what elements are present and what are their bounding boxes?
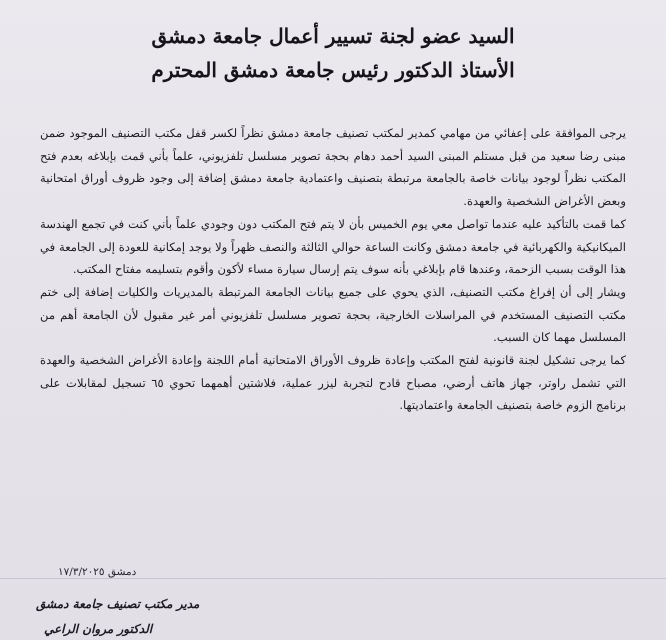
addressee-line-1: السيد عضو لجنة تسيير أعمال جامعة دمشق — [151, 24, 515, 48]
body-paragraph-3: ويشار إلى أن إفراغ مكتب التصنيف، الذي يحوي على جميع بيانات الجامعة المرتبطة بالمديريات والكليات إضافة إلى ختم مكتب التصنيف المستخدم في المراسلات الخارجية، بحجة تصوير مسلسل تلفزيوني أمر غير مقبول لأن الجامعة أهم من المسلسل مهما كان السبب. — [40, 284, 626, 345]
body-paragraph-4: كما يرجى تشكيل لجنة قانونية لفتح المكتب وإعادة ظروف الأوراق الامتحانية أمام اللجنة وإعادة الأغراض الشخصية والعهدة التي تشمل راوتر، جهاز هاتف أرضي، مصباح قادح لتجربة ليزر عملية، فلاشتين أهمهما تحوي ٦٥ تسجيل لمقابلات على برنامج الزوم خاصة بتصنيف الجامعة واعتماديتها. — [40, 353, 626, 413]
paper-fold-line — [0, 578, 666, 579]
signature-name: الدكتور مروان الراعي — [44, 622, 153, 636]
letter-body — [40, 122, 626, 417]
addressee-line-2: الأستاذ الدكتور رئيس جامعة دمشق المحترم — [151, 58, 515, 82]
body-paragraph-1: يرجى الموافقة على إعفائي من مهامي كمدير لمكتب تصنيف جامعة دمشق نظراً لكسر قفل مكتب التصنيف الموجود ضمن مبنى رضا سعيد من قبل مستلم المبنى السيد أحمد دهام بحجة تصوير مسلسل تلفزيوني، علماً بأني قمت بإبلاغه بعدم فتح المكتب نظراً لوجود بيانات خاصة بالجامعة مرتبطة بتصنيف واعتمادية جامعة دمشق إضافة إلى وجود ظروف أوراق امتحانية وبعض الأغراض الشخصية والعهدة. — [40, 126, 626, 209]
letter-date: دمشق ١٧/٣/٢٠٢٥ — [58, 566, 137, 578]
body-paragraph-2: كما قمت بالتأكيد عليه عندما تواصل معي يوم الخميس بأن لا يتم فتح المكتب دون وجودي علماً بأني كنت في تجمع الهندسة الميكانيكية والكهربائية في جامعة دمشق وكانت الساعة حوالي الثالثة والنصف ظهراً ولا يوجد إمكانية للعودة إلى الجامعة في هذا الوقت بسبب الزحمة، وعندها قام بإبلاغي بأنه سوف يتم إرسال سيارة مساء لأكون وأقوم بتسليمه مفتاح المكتب. — [40, 216, 626, 277]
signature-title: مدير مكتب تصنيف جامعة دمشق — [36, 597, 200, 611]
